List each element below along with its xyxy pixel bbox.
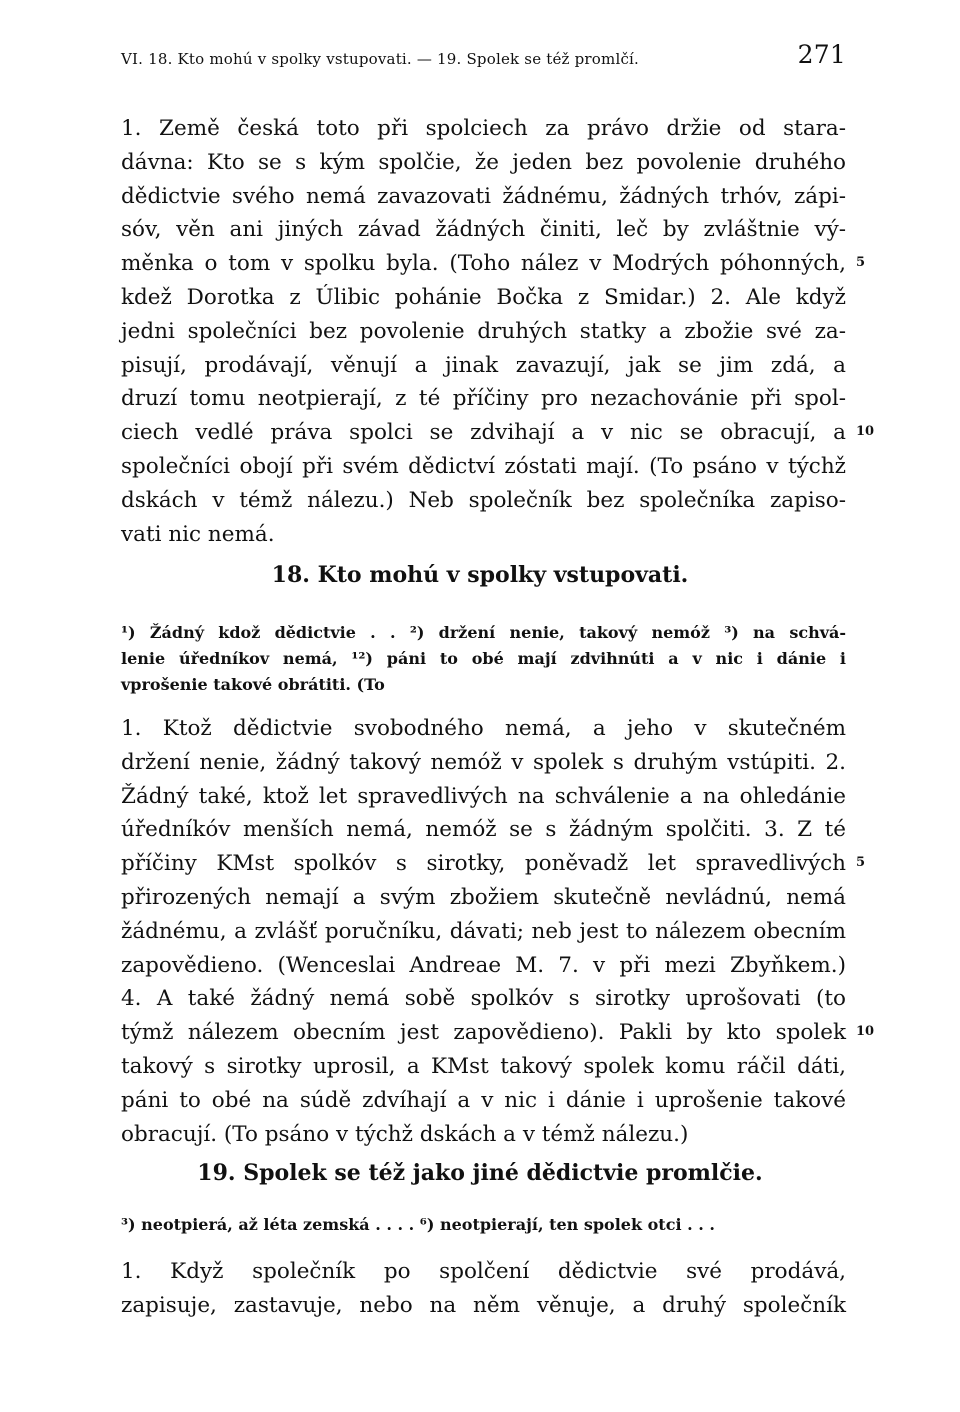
- text-line: 1. Země česká toto při spolciech za právo držie od stara-: [121, 116, 846, 141]
- text-line: dědictvie svého nemá zavazovati žádnému, žádných trhóv, zápi-: [121, 183, 846, 209]
- text-line: 4. A také žádný nemá sobě spolkóv s sirotky uprošovati (to: [121, 986, 846, 1012]
- text-line: ciech vedlé práva spolci se zdvihají a v nic se obracují, a: [121, 420, 846, 446]
- text-line: 1. Když společník po spolčení dědictvie své prodává,: [121, 1259, 846, 1284]
- text-line: zapisuje, zastavuje, nebo na něm věnuje, a druhý společník: [121, 1292, 846, 1318]
- running-header: [121, 40, 846, 76]
- text-line: druzí tomu neotpierají, z té příčiny pro nezachovánie při spol-: [121, 386, 846, 412]
- note-line: vprošenie takové obrátiti. (To: [121, 675, 385, 694]
- variant-notes-19: [121, 1212, 846, 1238]
- note-line: ¹) Žádný kdož dědictvie . . ²) držení nenie, takový nemóž ³) na schvá-: [121, 623, 846, 642]
- text-line: kdež Dorotka z Úlibic pohánie Bočka z Smidar.) 2. Ale když: [121, 284, 846, 310]
- page-number: 271: [797, 40, 846, 69]
- line-number-margin: 5: [856, 855, 866, 870]
- text-line: přirozených nemají a svým zbožiem skutečně nevládnú, nemá: [121, 884, 846, 910]
- section-18-heading: 18. Kto mohú v spolky vstupovati.: [271, 562, 689, 588]
- text-line: týmž nálezem obecním jest zapovědieno). Pakli by kto spolek: [121, 1020, 846, 1046]
- text-line: obracují. (To psáno v týchž dskách a v témž nálezu.): [121, 1121, 689, 1147]
- text-line: zapovědieno. (Wenceslai Andreae M. 7. v při mezi Zbyňkem.): [121, 952, 846, 978]
- text-line: příčiny KMst spolkóv s sirotky, poněvadž let spravedlivých: [121, 851, 846, 877]
- note-line: ³) neotpierá, až léta zemská . . . . ⁶) neotpierají, ten spolek otci . . .: [121, 1215, 715, 1234]
- running-title: VI. 18. Kto mohú v spolky vstupovati. — 19. Spolek se též promlčí.: [121, 50, 640, 68]
- text-line: sóv, věn ani jiných závad žádných činiti, leč by zvláštnie vý-: [121, 217, 846, 243]
- section-19-heading: 19. Spolek se též jako jiné dědictvie promlčie.: [197, 1160, 763, 1186]
- text-line: jedni společníci bez povolenie druhých statky a zbožie své za-: [121, 318, 846, 344]
- text-line: dskách v témž nálezu.) Neb společník bez společníka zapiso-: [121, 487, 846, 513]
- section-19-body: [121, 1255, 846, 1323]
- line-number-margin: 10: [856, 424, 875, 439]
- text-line: dávna: Kto se s kým spolčie, že jeden bez povolenie druhého: [121, 149, 846, 175]
- line-number-margin: 5: [856, 255, 866, 270]
- section-18-body: [121, 712, 846, 1151]
- line-number-margin: 10: [856, 1024, 875, 1039]
- text-line: Žádný také, ktož let spravedlivých na schválenie a na ohledánie: [121, 783, 846, 809]
- text-line: společníci obojí při svém dědictví zóstati mají. (To psáno v týchž: [121, 453, 846, 479]
- text-line: vati nic nemá.: [121, 521, 275, 547]
- note-line: lenie úředníkov nemá, ¹²) páni to obé mají zdvihnúti a v nic i dánie i: [121, 649, 846, 668]
- variant-notes-18: [121, 620, 846, 698]
- text-line: 1. Ktož dědictvie svobodného nemá, a jeho v skutečném: [121, 716, 846, 741]
- text-line: držení nenie, žádný takový nemóž v spolek s druhým vstúpiti. 2.: [121, 749, 846, 775]
- text-line: žádnému, a zvlášť poručníku, dávati; neb jest to nálezem obecním: [121, 918, 846, 944]
- text-line: takový s sirotky uprosil, a KMst takový spolek komu ráčil dáti,: [121, 1053, 846, 1079]
- text-line: páni to obé na súdě zdvíhají a v nic i dánie i uprošenie takové: [121, 1087, 846, 1113]
- text-line: úředníkóv menších nemá, nemóž se s žádným spolčiti. 3. Z té: [121, 817, 846, 843]
- text-line: pisují, prodávají, věnují a jinak zavazují, jak se jim zdá, a: [121, 352, 846, 378]
- text-line: měnka o tom v spolku byla. (Toho nález v Modrých póhonných,: [121, 251, 846, 277]
- intro-paragraph: [121, 112, 846, 551]
